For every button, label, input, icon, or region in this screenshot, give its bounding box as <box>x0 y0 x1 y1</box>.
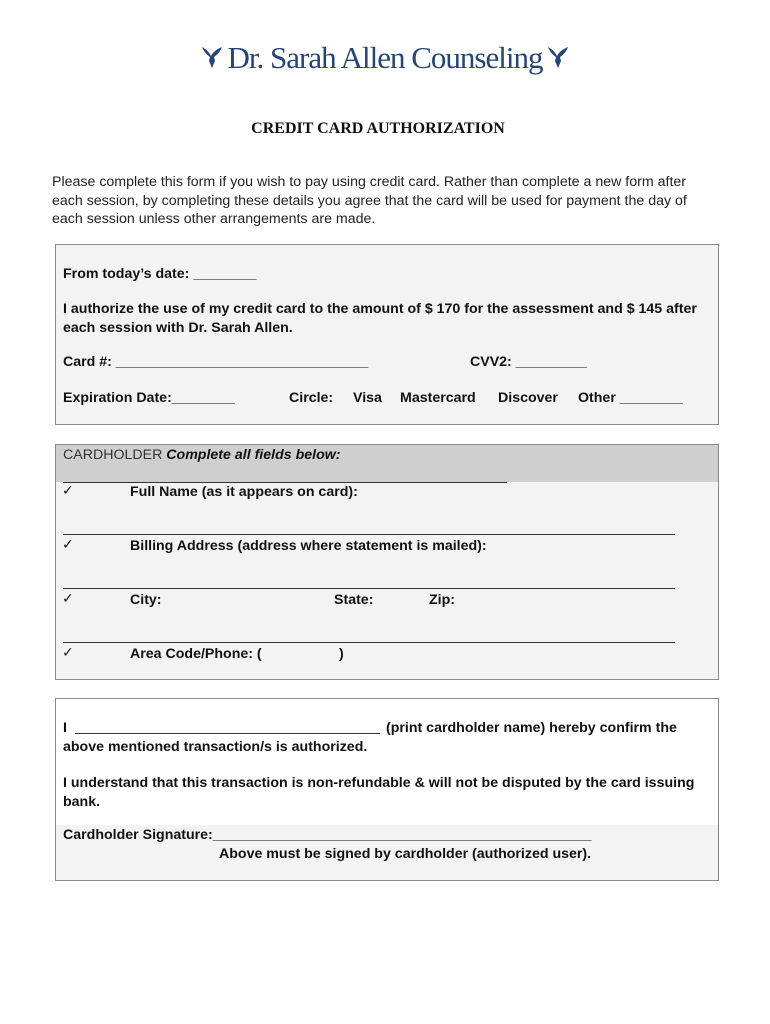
practice-logo <box>0 40 770 76</box>
non-refundable-statement: I understand that this transaction is non-refundable & will not be disputed by the card issuing bank. <box>63 775 695 810</box>
authorization-statement: I authorize the use of my credit card to the amount of $ 170 for the assessment and $ 145 after each session with Dr. Sarah Allen. <box>63 301 697 336</box>
circle-label: Circle: <box>289 390 334 406</box>
cvv-field[interactable]: CVV2: _________ <box>470 354 587 370</box>
cardholder-heading-label: CARDHOLDER <box>63 447 163 463</box>
city-field[interactable]: City: <box>130 592 162 608</box>
confirm-prefix: I <box>63 720 67 736</box>
city-state-zip-line[interactable] <box>63 642 675 643</box>
signature-note: Above must be signed by cardholder (authorized user). <box>219 846 592 862</box>
card-type-discover[interactable]: Discover <box>498 390 558 406</box>
card-number-field[interactable]: Card #: ________________________________ <box>63 354 369 370</box>
phone-close-paren: ) <box>339 646 344 662</box>
full-name-field[interactable]: Full Name (as it appears on card): <box>130 484 358 500</box>
zip-field[interactable]: Zip: <box>429 592 455 608</box>
card-type-other[interactable]: Other ________ <box>578 390 683 406</box>
expiration-date-field[interactable]: Expiration Date:________ <box>63 390 235 406</box>
cardholder-box <box>55 444 719 680</box>
check-mark-icon: ✓ <box>62 482 74 498</box>
billing-address-line[interactable] <box>63 588 675 589</box>
phone-field[interactable]: Area Code/Phone: ( <box>130 646 262 662</box>
bird-icon <box>200 44 224 70</box>
check-mark-icon: ✓ <box>62 590 74 606</box>
check-mark-icon: ✓ <box>62 644 74 660</box>
form-title: CREDIT CARD AUTHORIZATION <box>251 120 505 137</box>
state-field[interactable]: State: <box>334 592 374 608</box>
intro-paragraph: Please complete this form if you wish to pay using credit card. Rather than complete a new form after each session, by completing these details you agree that the card will be used for payment the day of each session unless other arrangements are made. <box>52 174 687 227</box>
card-type-visa[interactable]: Visa <box>353 390 382 406</box>
heading-underline <box>63 482 507 483</box>
print-name-line[interactable] <box>75 733 380 734</box>
confirmation-box <box>55 698 719 881</box>
signature-field[interactable]: Cardholder Signature:________________________________________________ <box>63 827 592 843</box>
bird-icon <box>546 44 570 70</box>
check-mark-icon: ✓ <box>62 536 74 552</box>
confirm-continuation: above mentioned transaction/s is authorized. <box>63 739 368 755</box>
cardholder-heading-instruction: Complete all fields below: <box>166 447 341 463</box>
payment-authorization-box <box>55 244 719 425</box>
practice-name: Dr. Sarah Allen Counseling <box>227 40 543 75</box>
billing-address-field[interactable]: Billing Address (address where statement is mailed): <box>130 538 487 554</box>
full-name-line[interactable] <box>63 534 675 535</box>
card-type-mastercard[interactable]: Mastercard <box>400 390 476 406</box>
confirm-suffix: (print cardholder name) hereby confirm the <box>386 720 677 736</box>
from-date-field[interactable]: From today’s date: ________ <box>63 266 257 282</box>
cardholder-heading <box>56 445 718 482</box>
